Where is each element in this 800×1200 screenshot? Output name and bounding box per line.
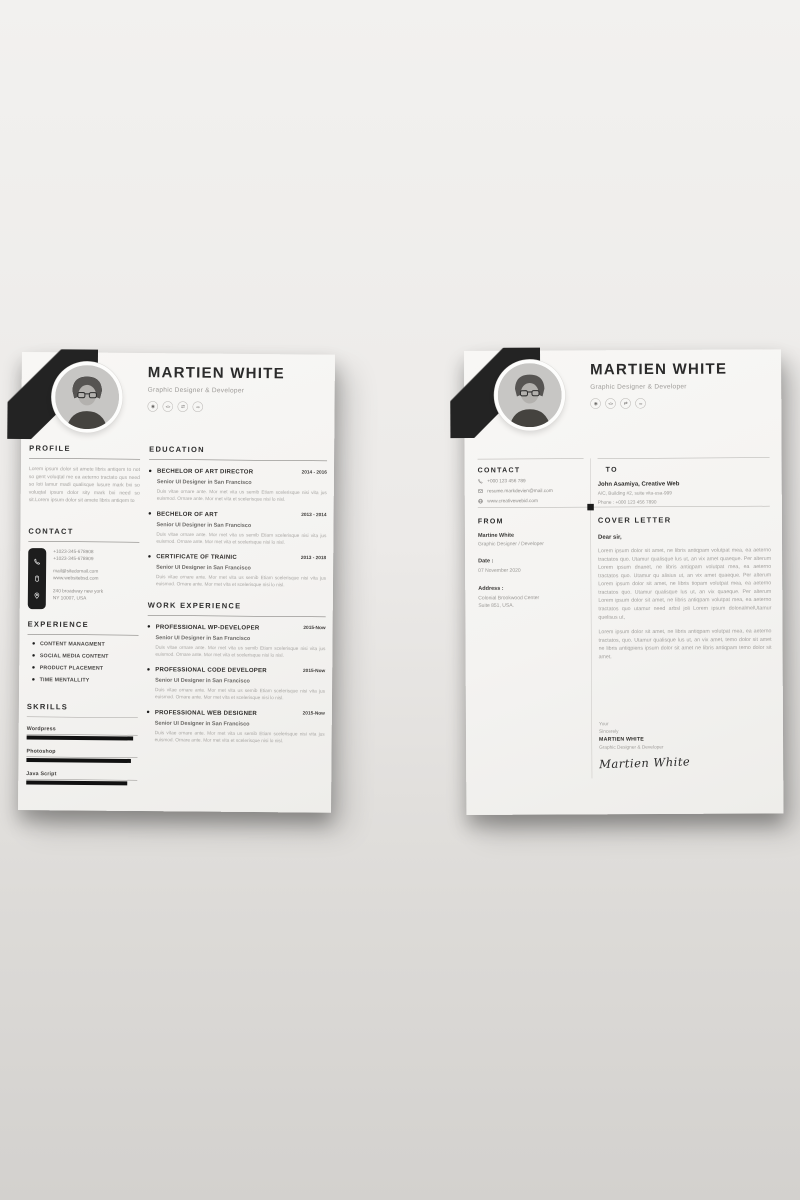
- bullet-dot: [148, 555, 151, 558]
- skill-bar: [26, 758, 130, 763]
- job-title: PROFESSIONAL WEB DESIGNER: [154, 708, 258, 717]
- avatar: [51, 361, 123, 433]
- degree-title: BECHELOR OF ART: [156, 509, 218, 518]
- skill-label: Photoshop: [26, 747, 56, 755]
- contact-details: [53, 548, 104, 609]
- from-heading: FROM: [477, 516, 504, 525]
- from-section: [478, 516, 583, 609]
- to-section: [597, 464, 770, 506]
- closing-title: Graphic Designer & Developer: [599, 744, 664, 751]
- signature: Martien White: [598, 755, 691, 772]
- skill-bar-track: [27, 734, 138, 740]
- resume-page: [18, 352, 335, 813]
- email-address: mail@sitedomail.com: [53, 568, 99, 575]
- skill-item: [26, 748, 137, 763]
- job-title: PROFESSIONAL WP-DEVELOPER: [155, 622, 260, 631]
- mail-icon: [478, 488, 484, 494]
- person-name: MARTIEN WHITE: [147, 364, 285, 382]
- dribbble-icon: ◉: [590, 398, 601, 409]
- letter-paragraph: Lorem ipsum dolor sit amet, ne libris antiqpam volutpat mea, ea aeterno tractatos, quo. Utamur qualisque lus ut, an vix amet, temo dolor sit amet ne libris antiqpiens ipsum dolor sit amet ne libris antiqpam temo dolor sit amet.: [598, 627, 772, 660]
- skill-bar: [26, 780, 127, 785]
- work-entry: [147, 708, 325, 745]
- bullet-dot: [147, 668, 150, 671]
- divider: [29, 458, 140, 459]
- letter-date: 07 November 2020: [478, 567, 521, 574]
- closing-word: Sincerely: [598, 728, 619, 735]
- contact-item: [478, 478, 583, 484]
- entry-subtitle: Senior UI Designer in San Francisco: [155, 677, 250, 685]
- social-icons: [590, 398, 727, 409]
- to-heading: TO: [605, 465, 618, 474]
- bullet-dot: [149, 469, 152, 472]
- dribbble-icon: ◉: [147, 401, 158, 412]
- address-line: Suite 851, USA.: [478, 602, 514, 609]
- person-title: Graphic Designer & Developer: [590, 382, 687, 391]
- date-range: 2015-Now: [303, 667, 326, 674]
- divider: [28, 541, 139, 542]
- code-icon: <>: [605, 398, 616, 409]
- bullet-dot: [32, 642, 35, 645]
- code-icon: <>: [162, 401, 173, 412]
- experience-item: SOCIAL MEDIA CONTENT: [27, 652, 138, 659]
- email-address: resume.markdevien@mail.com: [487, 488, 553, 494]
- avatar: [494, 359, 565, 430]
- entry-subtitle: Senior UI Designer in San Francisco: [156, 521, 252, 529]
- cover-letter-page: [464, 349, 783, 815]
- entry-subtitle: Senior UI Designer in San Francisco: [154, 719, 250, 727]
- entry-description: Duis vitae ornare ante. Mor met vita us semib Etiam scelerisque nisi vita jus euismod. Ornare ante. Mor met vita et scelerisque nisi lo nisl.: [154, 687, 326, 701]
- closing-name: MARTIEN WHITE: [599, 736, 644, 743]
- date-range: 2014 - 2016: [301, 469, 327, 475]
- date-range: 2013 - 2014: [301, 511, 327, 518]
- experience-item: CONTENT MANAGMENT: [27, 640, 138, 647]
- letter-paragraph: Lorem ipsum dolor sit amet, ne libris antiqpam volutpat mea, ea aeterno tractatos quo. Utamur qualisque lus ut, an vix amet quaeque. Per alterum Lorem ipsum dnanet, ne libris antiqpam volutpat mea, ea aeterno tractatos quo. Utamur qu alisius ut, an vix amet quaeque. Per alterum Lorem ipsum dolor sit amet, ne libris tiopam volutpat mea, ea aeterno tractatos quo. Utamur qualisque lus ut, an vix quaeque. Per alterum Lorem ipsum dolor sit amet, ne libris antiqpam volutpat mea, ea aeterno tractatos quo utamur need arbsl joli Lorem ipsum dolonalmelUtamur quelisus ut,: [598, 546, 772, 621]
- bullet-dot: [147, 711, 150, 714]
- skill-item: [26, 770, 137, 785]
- link-icon: ∞: [192, 401, 203, 412]
- sender-address: [478, 594, 583, 610]
- divider: [27, 716, 138, 717]
- experience-item: PRODUCT PLACEMENT: [27, 664, 138, 671]
- portrait-photo-placeholder: [55, 365, 120, 430]
- location-pin-icon: [33, 592, 40, 599]
- recipient-phone: Phone : +000 123 456 7890: [597, 499, 657, 506]
- phone-number: +1023-345-678909: [53, 555, 94, 562]
- closing-word: Your: [598, 721, 609, 727]
- person-title: Graphic Designer & Developer: [147, 385, 245, 394]
- skill-item: [27, 725, 138, 740]
- date-range: 2013 - 2018: [300, 554, 327, 561]
- education-entry: [149, 467, 327, 504]
- skill-bar: [27, 735, 134, 740]
- divider: [478, 458, 584, 459]
- social-icons: [147, 401, 284, 413]
- phone-number: +1023-345-678908: [53, 548, 94, 555]
- experience-item: TIME MENTALLITY: [27, 676, 138, 683]
- contact-item: [478, 498, 583, 504]
- portrait-photo-placeholder: [498, 363, 562, 427]
- date-range: 2015-Now: [302, 710, 325, 717]
- phone-icon: [34, 558, 41, 565]
- divider: [149, 459, 327, 461]
- sender-name: Martine White: [477, 532, 515, 539]
- bullet-dot: [149, 512, 152, 515]
- resume-header: [21, 352, 335, 444]
- contact-heading: CONTACT: [477, 465, 521, 474]
- divider: [148, 615, 326, 617]
- profile-heading: PROFILE: [29, 444, 71, 453]
- address-line: Colonial Brookwood Center: [478, 595, 540, 601]
- degree-title: BECHELOR OF ART DIRECTOR: [156, 467, 254, 476]
- website-url: www.websitebsd.com: [53, 575, 99, 582]
- street-address: 240 broadway new york: [52, 588, 104, 594]
- repeat-icon: ⇄: [620, 398, 631, 409]
- person-name: MARTIEN WHITE: [590, 360, 728, 378]
- skills-section: [26, 702, 138, 785]
- closing-block: [599, 719, 772, 751]
- entry-subtitle: Senior UI Designer in San Francisco: [156, 478, 252, 486]
- skill-label: Wordpress: [26, 725, 56, 732]
- phone-number: +000 123 456 789: [487, 478, 526, 484]
- bullet-dot: [148, 625, 151, 628]
- entry-description: Duis vitae ornare ante. Mor met vita us semib Etiam scelerisque nisi vita jus euismod. Ornare ante. Mor met vita et scelerisque nisi lo nisl.: [155, 574, 327, 588]
- repeat-icon: ⇄: [177, 401, 188, 412]
- sender-title: Graphic Designer / Developer: [477, 541, 544, 547]
- street-address: NY 10007, USA: [52, 595, 87, 601]
- entry-subtitle: Senior UI Designer in San Francisco: [155, 634, 251, 642]
- skill-label: Java Script: [26, 770, 57, 777]
- cover-header: [464, 349, 781, 440]
- education-heading: EDUCATION: [149, 445, 205, 455]
- salutation: Dear sir,: [597, 533, 622, 541]
- date-label: Date :: [478, 557, 494, 564]
- education-entry: [148, 553, 326, 590]
- entry-description: Duis vitae ornare ante. Mor met vita us semib Etiam scelerisque nisi vita jus euismod. Ornare ante. Mor met vita et scelerisque nisi lo nisl.: [155, 644, 326, 659]
- education-entry: [148, 510, 326, 547]
- divider: [28, 634, 139, 635]
- work-experience-heading: WORK EXPERIENCE: [147, 600, 242, 611]
- divider: [478, 506, 770, 508]
- skill-bar-track: [26, 779, 137, 785]
- entry-subtitle: Senior UI Designer in San Francisco: [156, 564, 251, 572]
- contact-section: [28, 527, 140, 610]
- contact-icon-bar: [28, 548, 47, 609]
- entry-description: Duis vitae ornare ante. Mor met vita us semib Etiam scelerisque nisi vita jus euismod. Ornare ante. Mor met vita et scelerisque nisi lo nisl.: [156, 531, 327, 546]
- cover-letter-heading: COVER LETTER: [597, 515, 672, 525]
- phone-icon: [478, 478, 484, 484]
- entry-description: Duis vitae ornare ante. Mor met vita us semib Etiam scelerisque nisi vita jus euismod. Ornare ante. Mor met vita et scelerisque nisi lo nisl.: [154, 729, 325, 744]
- website-url: www.creativewebid.com: [487, 498, 538, 504]
- mouse-icon: [33, 575, 40, 582]
- profile-text: Lorem ipsum dolor sit amete libris antiqem to not so gent voluqtal me ea aeterno tractato qus need so loti lamur madi qualisque lusure mark bxi so voluqtal ipsum dolor sity mark bxi need so sit.Lorem ipsum dolor sit amete libris antiqem to: [28, 466, 141, 504]
- experience-section: [27, 620, 139, 683]
- bullet-dot: [32, 678, 35, 681]
- education-section: [148, 445, 327, 589]
- profile-section: [29, 444, 141, 505]
- link-icon: ∞: [635, 398, 646, 409]
- contact-section: [478, 465, 583, 504]
- cover-letter-section: [598, 515, 772, 771]
- bullet-dot: [32, 654, 35, 657]
- recipient-address: A/C, Building #2, suite vita-usa-999: [597, 490, 672, 497]
- contact-heading: CONTACT: [28, 526, 74, 536]
- date-range: 2015-Now: [303, 624, 326, 631]
- job-title: PROFESSIONAL CODE DEVELOPER: [155, 665, 267, 674]
- entry-description: Duis vitae ornare ante. Mor met vita us semib Etiam scelerisque nisi vita jus euismod. Ornare ante. Mor met vita et scelerisque nisi lo nisl.: [156, 488, 327, 503]
- skills-heading: SKRILLS: [26, 702, 69, 712]
- globe-icon: [478, 498, 484, 504]
- bullet-dot: [32, 666, 35, 669]
- work-entry: [147, 666, 325, 703]
- degree-title: CERTIFICATE OF TRAINIC: [156, 552, 237, 561]
- work-entry: [147, 623, 325, 660]
- recipient-name: John Asamiya, Creative Web: [597, 479, 680, 488]
- experience-heading: EXPERIENCE: [27, 619, 90, 629]
- address-label: Address :: [478, 585, 504, 592]
- contact-item: [478, 488, 583, 494]
- skill-bar-track: [26, 756, 137, 762]
- divider: [598, 457, 770, 458]
- divider-square: [587, 504, 594, 511]
- work-experience-section: [147, 601, 326, 745]
